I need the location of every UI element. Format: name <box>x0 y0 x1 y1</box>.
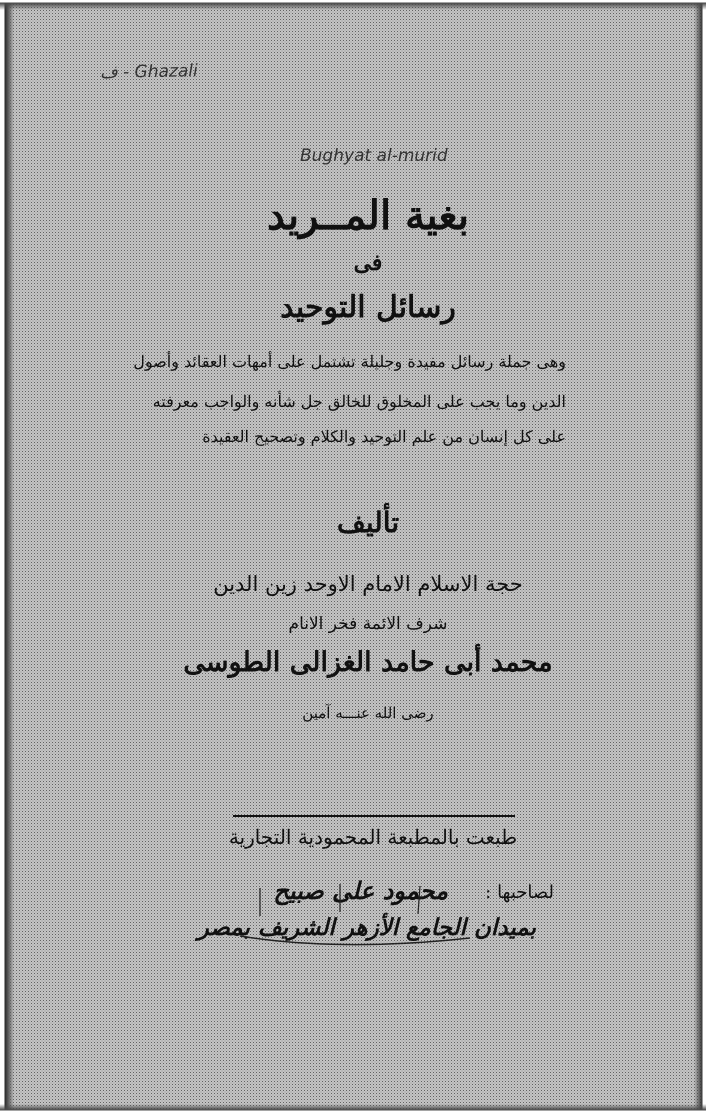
handwritten-shelf-mark: ف - Ghazali <box>99 61 198 83</box>
page-left-edge <box>0 0 14 1114</box>
author-honorific-1: حجة الاسلام الامام الاوحد زين الدين <box>213 572 523 596</box>
author-honorific-2: شرف الائمة فخر الانام <box>288 614 448 634</box>
divider-rule <box>233 815 515 817</box>
description-line-2: الدين وما يجب على المخلوق للخالق جل شأنه والواجب معرفته <box>152 392 566 411</box>
page-right-edge <box>694 0 706 1114</box>
book-subtitle: رسائل التوحيد <box>280 290 456 325</box>
printing-press: طبعت بالمطبعة المحمودية التجارية <box>228 825 518 849</box>
description-line-3: على كل إنسان من علم التوحيد والكلام وتصحيح العقيدة <box>202 427 566 446</box>
author-blessing: رضى الله عنـــه آمين <box>302 704 434 722</box>
description-line-1: وهى جملة رسائل مفيدة وجليلة تشتمل على أمهات العقائد وأصول <box>133 352 566 371</box>
author-name: محمد أبى حامد الغزالى الطوسى <box>183 647 553 678</box>
handwritten-transliteration: Bughyat al-murid <box>300 146 448 166</box>
page-top-edge <box>0 0 706 10</box>
owner-label: لصاحبها : <box>485 882 554 903</box>
calligraphy-flourish <box>220 876 520 956</box>
title-connector: فى <box>353 250 383 276</box>
owner-name: محمود على صبيح <box>273 876 448 905</box>
book-title: بغية المــريد <box>267 192 469 239</box>
authorship-label: تأليف <box>336 506 400 539</box>
page-bottom-edge <box>0 1104 706 1114</box>
publisher-address: بميدان الجامع الأزهر الشريف بمصر <box>197 914 536 941</box>
